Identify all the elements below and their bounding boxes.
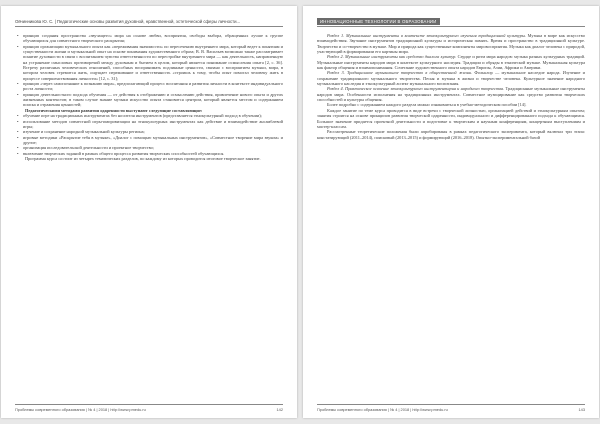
section-title: Раздел 2. Музыкальные инструменты как средство диалога культур.	[327, 54, 457, 60]
section-title: Раздел 4. Практическое освоение этнокультурного инструментария и народного творчества.	[327, 86, 505, 92]
section-text: Сердце и ритм мира народов: музыка разных культурных традиций. Музыкальные инструменты народов мира в контексте культурного наследия. Традиции и обряды в этнической музыке. Музыкальная культура как фактор общения и взаимопонимания. Сочетание художественного опыта народов Европы, Азии, Африки и Америки.	[317, 54, 585, 71]
principles-list	[15, 33, 283, 108]
methods-list	[15, 113, 283, 156]
left-page-footer	[15, 404, 283, 412]
right-page-footer	[317, 404, 585, 412]
section-text: Фольклор — музыкальное наследие народа. Изучение и сохранение традиционного музыкального творчества. Песня и музыка в жизни и творчестве человека. Культурное значение народного музыкального наследия и этнокультурный аспект музыкального воспитания.	[317, 70, 585, 87]
section-text: Традиционные музыкальные инструменты народов мира. Особенности исполнения на традиционных инструментах. Совместное музицирование как средство развития творческих способностей и культуры общения.	[317, 86, 585, 103]
list-item: • принцип организации музыкального опыта как «переживания значимости» по пересечению внутреннего мира, который ведет к понятиям и существенности жизни и музыкальной опыт на основе понимания художественного образа; В. В. Васильев возможно также рассматривает понятие духовности в связи с воспитанием чувства ответственности по перестройке внутреннего мира — как деятельность, направленную на устранение смысловых противоречий между духовным и бытием в целом, который является понимание осмысления опыта [2, с. 36]. Встречу различных человеческих отношений, способных воспринимать подлинные ценности, связано с восприятием музыки, мира, в котором человек стремится жить, ощущает переживание и ответственность «строишь к тому, чтобы опыт помогал человеку жить в процессе совершенствования личности» [12, с. 31];	[23, 44, 283, 81]
footer-journal: Проблемы современного образования | № 4 | 2018 | http://www.pmedu.ru	[317, 407, 448, 412]
page-number: 143	[578, 407, 585, 412]
left-page	[1, 6, 297, 418]
page-number: 142	[276, 407, 283, 412]
body-paragraph: Рассмотренные теоретические положения были апробированы в рамках педагогического эксперимента, который включал три этапа: констатирующий (2011–2014), поисковый (2013–2015) и формирующий (2016–2018). Опытно-экспериментальной базой	[317, 129, 585, 140]
section-title: Раздел 1. Музыкальные инструменты в контексте этнокультурного изучения традиционной культуры.	[327, 33, 526, 38]
right-page-header	[317, 16, 585, 27]
right-page	[303, 6, 599, 418]
section-paragraph	[317, 33, 585, 54]
list-item: • использование методов совместной игры-импровизации на этнокультурных инструментах как действие и взаимодействие ансамблевой игры;	[23, 119, 283, 130]
footer-journal: Проблемы современного образования | № 4 | 2018 | http://www.pmedu.ru	[15, 407, 146, 412]
list-item: • обучение игре на традиционных инструментах без носителя инструментов (представляется этнокультурный подход в обучении);	[23, 113, 283, 118]
list-item: • включение творческих заданий в рамках общего процесса развития творческих способностей обучающихся.	[23, 151, 283, 156]
methods-paragraph: Педагогическими методами развития одаренности выступают следующие составляющие:	[25, 107, 203, 113]
body-paragraph: Каждое занятие по теме курса проводится в виде встречи с творческой личностью, организацией действий и этнокультурным опытом; занятия строятся на основе принципов развития творческой одаренности, индивидуального и дифференцированного подхода к обучающимся. Большое значение придается проектной деятельности и подготовке к творческим и научным конференциям, концертным выступлениям и мастер-классам.	[317, 107, 585, 129]
section-text: Музыка в мире как искусство взаимодействия. Звучание инструментов традиционной культуры и историческая память. Время и пространство в традиционной культуре. Творчество и со-творчество в музыке. Мир и природа как существенные компоненты мировосприятия. Музыка как диалог человека с природой, участвующий в формировании его картины мира.	[317, 33, 585, 55]
section-paragraph	[317, 54, 585, 70]
body-paragraph: Более подробно с содержанием каждого раздела можно ознакомиться в учебно-методическом пособии [14].	[327, 102, 527, 108]
list-item: • организация исследовательской деятельности и проектное творчество;	[23, 145, 283, 150]
list-item: • принцип деятельностного подхода обучения — от действия к отображению и осмыслению действия, привлечение нового опыта и других жизненных контекстов; в таком случае знание музыки искусство опыта становится центром, который является местом и содержанием поиска и отражения ценностей;	[23, 92, 283, 108]
left-page-body	[15, 33, 283, 409]
right-page-body	[317, 33, 585, 409]
program-paragraph: Программа курса состоит из четырех тематических разделов, по каждому из которых проводится итоговое творческое занятие.	[25, 155, 261, 161]
list-item: • принцип «через самопознание к познанию мира», предполагающий процесс воспитания и развития личности в контексте индивидуального роста личности;	[23, 81, 283, 92]
section-paragraph	[317, 70, 585, 86]
left-page-header	[15, 16, 283, 27]
section-paragraph	[317, 86, 585, 102]
list-item: • игровые методики «Раскрытие тебя в музыке», «Диалог с помощью музыкальных инструментов», «Совместное творение мира звуком» и другие;	[23, 135, 283, 146]
section-title: Раздел 3. Традиционное музыкальное творчество в общественной жизни.	[327, 70, 473, 76]
list-item: • изучение и сохранение народной музыкальной культуры региона;	[23, 129, 283, 134]
list-item: • принцип создания пространства «звучащего» мира на основе любви, восприятия, свободы выбора, обращенных лучше к группе обучающихся для совместного творческого раскрытия;	[23, 33, 283, 44]
section-badge: ИННОВАЦИОННЫЕ ТЕХНОЛОГИИ В ОБРАЗОВАНИИ	[317, 18, 440, 25]
left-header-text: Овчинникова Ю. С. | Педагогические основы развития духовной, нравственной, эстетической сферы личности...	[15, 18, 241, 24]
